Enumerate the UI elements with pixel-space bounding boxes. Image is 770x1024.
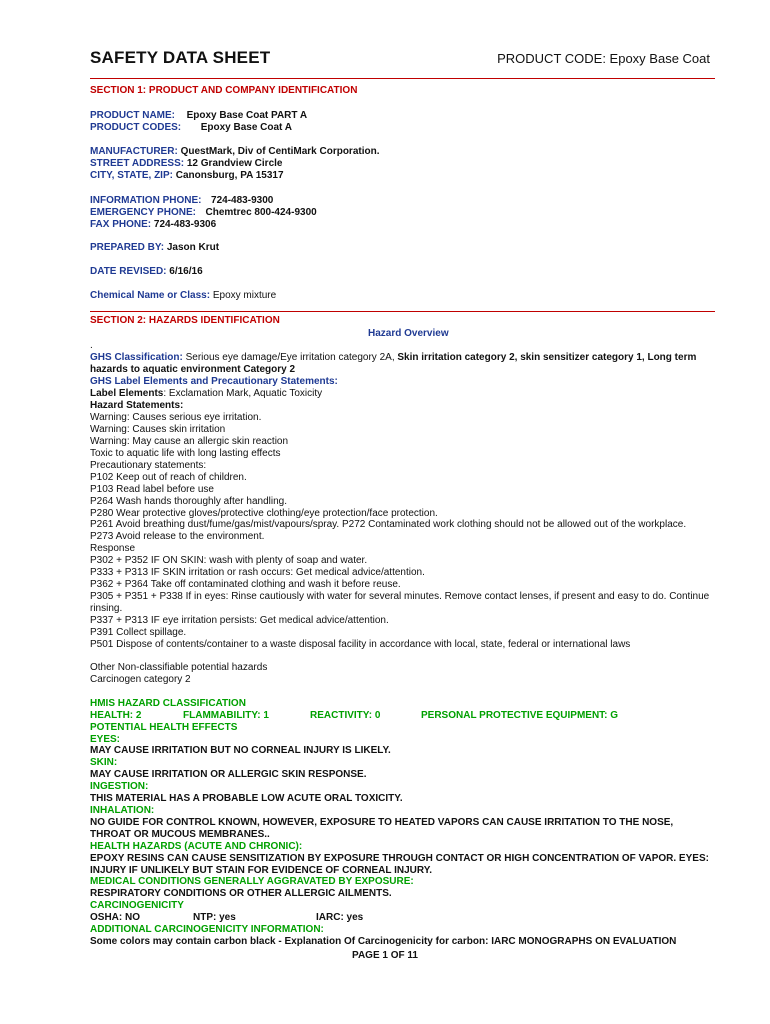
hazard-overview: Hazard Overview xyxy=(368,328,449,339)
hmis-reactivity: REACTIVITY: 0 xyxy=(310,710,381,721)
info-phone-value: 724-483-9300 xyxy=(211,195,274,206)
hmis-heading: HMIS HAZARD CLASSIFICATION xyxy=(90,698,246,709)
label-elements-row xyxy=(90,388,322,400)
medical-conditions-text: RESPIRATORY CONDITIONS OR OTHER ALLERGIC AILMENTS. xyxy=(90,888,392,899)
date-revised-row xyxy=(90,266,203,278)
info-phone-row xyxy=(90,195,273,207)
statement-line: P264 Wash hands thoroughly after handling. xyxy=(90,496,287,507)
product-name-value: Epoxy Base Coat PART A xyxy=(186,110,308,121)
statement-line: Toxic to aquatic life with long lasting effects xyxy=(90,448,281,459)
city-row xyxy=(90,170,284,182)
chem-value: Epoxy mixture xyxy=(212,290,277,301)
product-name-label: PRODUCT NAME: xyxy=(90,110,175,121)
skin-label: SKIN: xyxy=(90,757,118,768)
ghs-classification xyxy=(90,352,696,364)
statement-line: P273 Avoid release to the environment. xyxy=(90,531,265,542)
manufacturer-value: QuestMark, Div of CentiMark Corporation. xyxy=(180,146,380,157)
ghs-bold-line2: hazards to aquatic environment Category 2 xyxy=(90,364,296,375)
label-elements-label: Label Elements xyxy=(90,388,164,399)
potential-health-heading: POTENTIAL HEALTH EFFECTS xyxy=(90,722,238,733)
additional-carcinogenicity-label: ADDITIONAL CARCINOGENICITY INFORMATION: xyxy=(90,924,324,935)
other-hazards: Other Non-classifiable potential hazards xyxy=(90,662,268,673)
hmis-health: HEALTH: 2 xyxy=(90,710,142,721)
carcinogenicity-label: CARCINOGENICITY xyxy=(90,900,184,911)
eyes-label: EYES: xyxy=(90,734,121,745)
skin-text: MAY CAUSE IRRITATION OR ALLERGIC SKIN RESPONSE. xyxy=(90,769,367,780)
page-number: PAGE 1 OF 11 xyxy=(352,950,418,961)
fax-label: FAX PHONE: xyxy=(90,219,152,230)
statement-line: P501 Dispose of contents/container to a waste disposal facility in accordance with local, state, federal or international laws xyxy=(90,639,631,650)
ntp-value: NTP: yes xyxy=(193,912,236,923)
emergency-value: Chemtrec 800-424-9300 xyxy=(205,207,317,218)
hazard-statements-heading: Hazard Statements: xyxy=(90,400,184,411)
medical-conditions-label: MEDICAL CONDITIONS GENERALLY AGGRAVATED BY EXPOSURE: xyxy=(90,876,414,887)
city-value: Canonsburg, PA 15317 xyxy=(175,170,284,181)
prepared-value: Jason Krut xyxy=(166,242,220,253)
hmis-ppe: PERSONAL PROTECTIVE EQUIPMENT: G xyxy=(421,710,619,721)
emergency-phone-row xyxy=(90,207,317,219)
statement-line: P362 + P364 Take off contaminated clothing and wash it before reuse. xyxy=(90,579,401,590)
statement-line: P337 + P313 IF eye irritation persists: Get medical advice/attention. xyxy=(90,615,389,626)
prepared-by-row xyxy=(90,242,219,254)
inhalation-label: INHALATION: xyxy=(90,805,155,816)
health-hazards-text: EPOXY RESINS CAN CAUSE SENSITIZATION BY EXPOSURE THROUGH CONTACT OR HIGH CONCENTRATION OF VAPOR. EYES: xyxy=(90,853,709,864)
chemical-name-row xyxy=(90,290,276,302)
statement-line: P261 Avoid breathing dust/fume/gas/mist/vapours/spray. P272 Contaminated work clothing should not be allowed out of the workplace. xyxy=(90,519,687,530)
statement-line: P102 Keep out of reach of children. xyxy=(90,472,247,483)
ghs-label: GHS Classification: xyxy=(90,352,183,363)
chem-label: Chemical Name or Class: xyxy=(90,290,211,301)
manufacturer-label: MANUFACTURER: xyxy=(90,146,178,157)
product-codes-label: PRODUCT CODES: xyxy=(90,122,182,133)
hmis-flammability: FLAMMABILITY: 1 xyxy=(183,710,269,721)
ghs-bold: Skin irritation category 2, skin sensitizer category 1, Long term xyxy=(397,352,697,363)
additional-carcinogenicity-text: Some colors may contain carbon black - Explanation Of Carcinogenicity for carbon: IARC MONOGRAPHS ON EVALUATION xyxy=(90,936,677,947)
street-row xyxy=(90,158,282,170)
statement-line: P302 + P352 IF ON SKIN: wash with plenty of soap and water. xyxy=(90,555,368,566)
document-title: SAFETY DATA SHEET xyxy=(90,48,271,67)
city-label: CITY, STATE, ZIP: xyxy=(90,170,173,181)
fax-value: 724-483-9306 xyxy=(153,219,217,230)
header-divider xyxy=(90,78,715,79)
statement-line: P280 Wear protective gloves/protective clothing/eye protection/face protection. xyxy=(90,508,438,519)
manufacturer-row xyxy=(90,146,379,158)
statement-line: rinsing. xyxy=(90,603,123,614)
label-elements-value: : Exclamation Mark, Aquatic Toxicity xyxy=(163,388,323,399)
info-phone-label: INFORMATION PHONE: xyxy=(90,195,202,206)
statement-line: Warning: Causes skin irritation xyxy=(90,424,226,435)
street-label: STREET ADDRESS: xyxy=(90,158,185,169)
ghs-plain: Serious eye damage/Eye irritation category 2A, xyxy=(185,352,395,363)
product-code: PRODUCT CODE: Epoxy Base Coat xyxy=(497,51,710,66)
revised-label: DATE REVISED: xyxy=(90,266,167,277)
iarc-value: IARC: yes xyxy=(316,912,364,923)
street-value: 12 Grandview Circle xyxy=(186,158,283,169)
product-name-row xyxy=(90,110,307,122)
statement-line: Precautionary statements: xyxy=(90,460,207,471)
section2-divider xyxy=(90,311,715,312)
dot: . xyxy=(90,340,93,351)
document-header xyxy=(90,48,710,70)
revised-value: 6/16/16 xyxy=(169,266,203,277)
product-codes-row xyxy=(90,122,292,134)
health-hazards-text: INJURY IF UNLIKELY BUT STAIN FOR EVIDENCE OF CORNEAL INJURY. xyxy=(90,865,433,876)
carcinogen-category: Carcinogen category 2 xyxy=(90,674,191,685)
statement-line: P391 Collect spillage. xyxy=(90,627,187,638)
ingestion-label: INGESTION: xyxy=(90,781,149,792)
prepared-label: PREPARED BY: xyxy=(90,242,165,253)
ingestion-text: THIS MATERIAL HAS A PROBABLE LOW ACUTE ORAL TOXICITY. xyxy=(90,793,403,804)
section1-heading: SECTION 1: PRODUCT AND COMPANY IDENTIFICATION xyxy=(90,85,358,96)
statement-line: Response xyxy=(90,543,136,554)
inhalation-text: THROAT OR MUCOUS MEMBRANES.. xyxy=(90,829,270,840)
statement-line: Warning: May cause an allergic skin reaction xyxy=(90,436,289,447)
statement-line: P333 + P313 IF SKIN irritation or rash occurs: Get medical advice/attention. xyxy=(90,567,425,578)
health-hazards-label: HEALTH HAZARDS (ACUTE AND CHRONIC): xyxy=(90,841,303,852)
fax-row xyxy=(90,219,216,231)
emergency-label: EMERGENCY PHONE: xyxy=(90,207,196,218)
statement-line: P103 Read label before use xyxy=(90,484,214,495)
statement-line: Warning: Causes serious eye irritation. xyxy=(90,412,262,423)
label-elements-heading: GHS Label Elements and Precautionary Statements: xyxy=(90,376,338,387)
section2-heading: SECTION 2: HAZARDS IDENTIFICATION xyxy=(90,315,280,326)
eyes-text: MAY CAUSE IRRITATION BUT NO CORNEAL INJURY IS LIKELY. xyxy=(90,745,391,756)
inhalation-text: NO GUIDE FOR CONTROL KNOWN, HOWEVER, EXPOSURE TO HEATED VAPORS CAN CAUSE IRRITATION TO THE NOSE, xyxy=(90,817,674,828)
statement-line: P305 + P351 + P338 If in eyes: Rinse cautiously with water for several minutes. Remove contact lenses, if present and easy to do. Continue xyxy=(90,591,710,602)
product-codes-value: Epoxy Base Coat A xyxy=(200,122,293,133)
osha-value: OSHA: NO xyxy=(90,912,140,923)
